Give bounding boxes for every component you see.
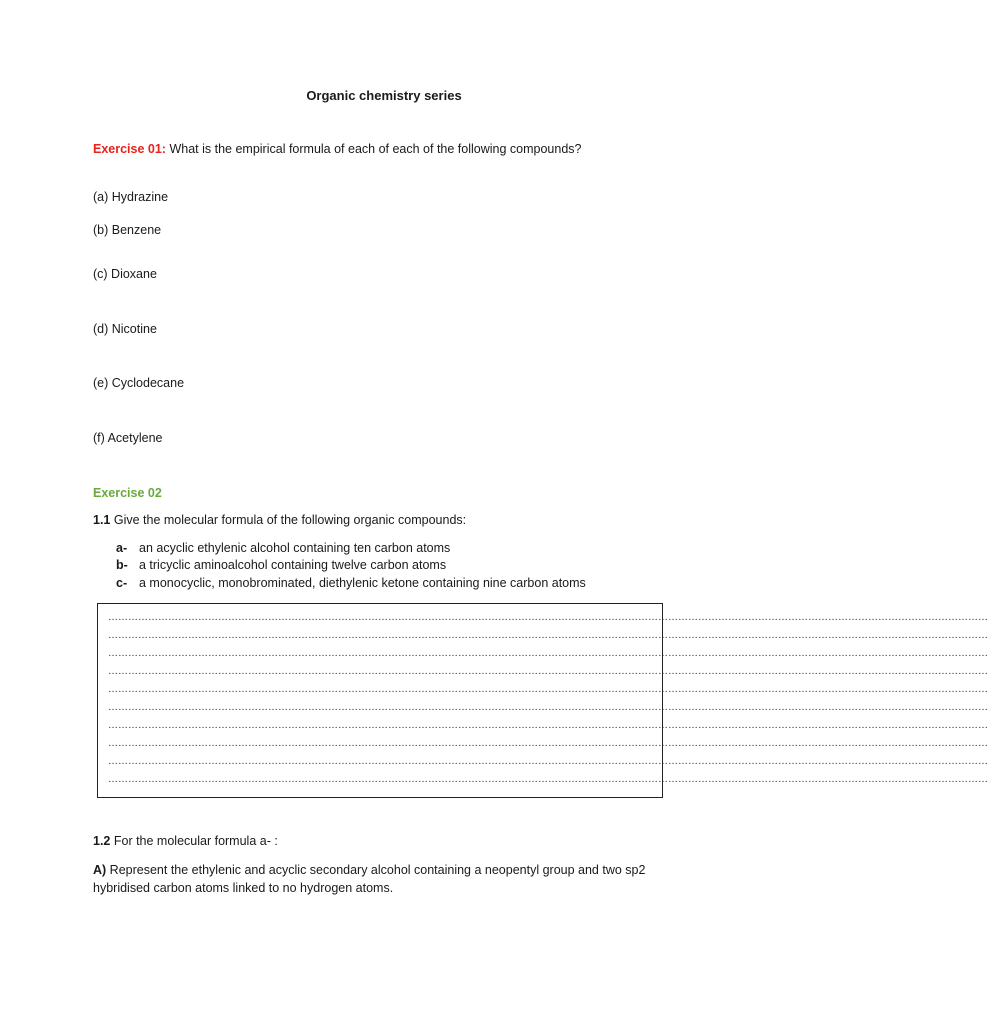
answer-line: …………………………………………………………………………………………………………………………………………………………………………………………………………………………………………: [108, 738, 988, 749]
page-title: Organic chemistry series: [306, 88, 462, 103]
list-item: (b) Benzene: [93, 223, 162, 237]
list-item: (e) Cyclodecane: [93, 376, 185, 390]
sub-item-c: [116, 576, 586, 590]
answer-line: …………………………………………………………………………………………………………………………………………………………………………………………………………………………………………: [108, 720, 988, 731]
part-a-text: Represent the ethylenic and acyclic secondary alcohol containing a neopentyl group and two sp2 hybridised carbon atoms linked to no hydrogen atoms.: [93, 863, 646, 895]
sub-item-letter: a-: [116, 541, 128, 555]
sub-item-letter: b-: [116, 558, 128, 572]
answer-line: …………………………………………………………………………………………………………………………………………………………………………………………………………………………………………: [108, 630, 988, 641]
sub-item-text: a tricyclic aminoalcohol containing twelve carbon atoms: [139, 558, 447, 572]
question-1-1-number: 1.1: [93, 513, 111, 527]
question-1-1: [93, 513, 466, 527]
answer-line: …………………………………………………………………………………………………………………………………………………………………………………………………………………………………………: [108, 648, 988, 659]
answer-line: …………………………………………………………………………………………………………………………………………………………………………………………………………………………………………: [108, 612, 988, 623]
part-a-question: [93, 861, 683, 897]
question-1-2-text: For the molecular formula a- :: [110, 834, 278, 848]
list-item: (d) Nicotine: [93, 322, 157, 336]
answer-line: …………………………………………………………………………………………………………………………………………………………………………………………………………………………………………: [108, 702, 988, 713]
answer-line: …………………………………………………………………………………………………………………………………………………………………………………………………………………………………………: [108, 756, 988, 767]
list-item: (f) Acetylene: [93, 431, 163, 445]
sub-item-a: [116, 541, 450, 555]
list-item: (a) Hydrazine: [93, 190, 169, 204]
sub-item-text: an acyclic ethylenic alcohol containing ten carbon atoms: [139, 541, 451, 555]
question-1-2-number: 1.2: [93, 834, 111, 848]
answer-line: …………………………………………………………………………………………………………………………………………………………………………………………………………………………………………: [108, 684, 988, 695]
answer-box: [97, 603, 988, 798]
sub-item-text: a monocyclic, monobrominated, diethylenic ketone containing nine carbon atoms: [139, 576, 586, 590]
answer-line: …………………………………………………………………………………………………………………………………………………………………………………………………………………………………………: [108, 774, 988, 785]
question-1-2: [93, 834, 278, 848]
list-item: (c) Dioxane: [93, 267, 157, 281]
question-1-1-text: Give the molecular formula of the following organic compounds:: [110, 513, 467, 527]
exercise-02-label: Exercise 02: [93, 486, 162, 500]
part-a-label: A): [93, 863, 107, 877]
exercise-01-label: Exercise 01:: [93, 142, 166, 156]
exercise-01-text: What is the empirical formula of each of each of the following compounds?: [165, 142, 582, 156]
sub-item-letter: c-: [116, 576, 128, 590]
answer-line: …………………………………………………………………………………………………………………………………………………………………………………………………………………………………………: [108, 666, 988, 677]
sub-item-b: [116, 558, 446, 572]
exercise-01-question: [93, 142, 581, 156]
